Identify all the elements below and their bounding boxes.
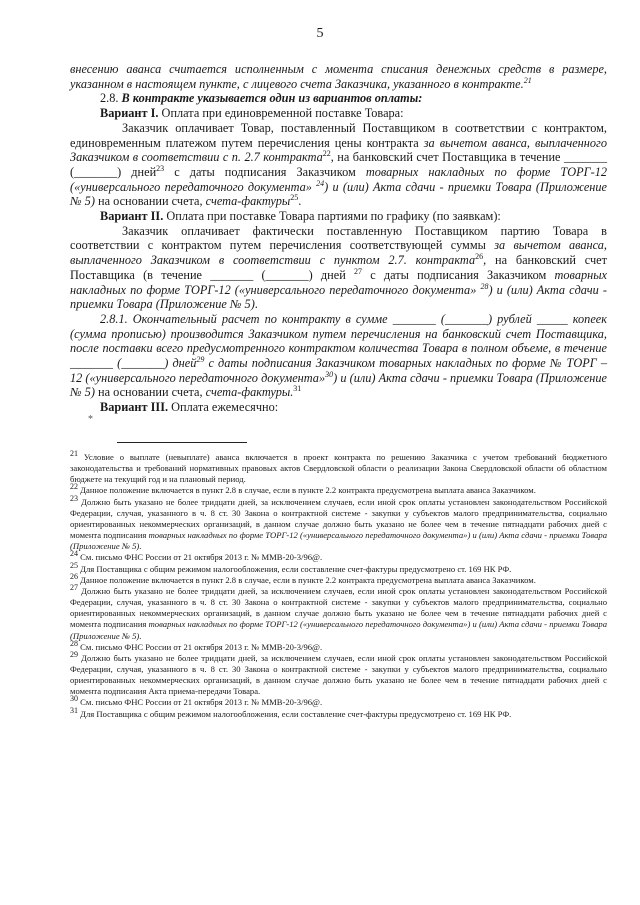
variant-3-heading: Вариант III. Оплата ежемесячно: <box>100 400 279 415</box>
footnotes <box>70 449 607 720</box>
footnote-ref[interactable]: 31 <box>293 384 302 394</box>
variant-1-paragraph: Заказчик оплачивает Товар, поставленный Поставщиком в соответствии с контрактом, единовременным платежом путем перечисления цены контракта за вычетом аванса, выплаченного Заказчиком в соответствии с п. 2.7 контракта$^{22}$, на банковский счет Поставщика в течение _______ (_______) дней$^{23}$ с даты подписания Заказчиком товарных накладных по форме ТОРГ-12 («универсального передаточного документа» $^{24}$) и (или) Акта сдачи - приемки Товара (Приложение № 5) на основании счета, счета-фактуры$^{25}$. <box>70 120 608 209</box>
footnote-21: $^{21}$ Условие о выплате (невыплате) аванса включается в проект контракта по решению Заказчика с учетом требований бюджетного законодательства и требований нормативных правовых актов Свердловской области о реализации Закона Свердловской области об областном бюджете на текущий год и на плановый период. <box>70 449 607 485</box>
footnote-30: $^{30}$ См. письмо ФНС России от 21 октября 2013 г. № ММВ-20-3/96@. <box>70 694 323 708</box>
footnote-22: $^{22}$ Данное положение включается в пункт 2.8 в случае, если в пункте 2.2 контракта предусмотрена выплата аванса Заказчиком. <box>70 482 536 496</box>
footnote-26: $^{26}$ Данное положение включается в пункт 2.8 в случае, если в пункте 2.2 контракта предусмотрена выплата аванса Заказчиком. <box>70 571 536 585</box>
clause-2-8-1: 2.8.1. Окончательный расчет по контракту в сумме _______ (_______) рублей _____ копеек (сумма прописью) производится Заказчиком путем перечисления на банковский счет Поставщика, после поставки всего предусмотренного контрактом количества Товара в полном объеме, в течение _______ (_______) дней$^{29}$ с даты подписания Заказчиком товарных накладных по форме № ТОРГ – 12 («универсального передаточного документа»$^{30}$) и (или) Акта сдачи - приемки Товара (Приложение № 5) на основании счета, счета-фактуры.$^{31}$ <box>70 311 607 400</box>
footnote-ref[interactable]: 29 <box>196 354 205 364</box>
footnote-ref[interactable]: 28 <box>480 281 489 291</box>
variant-2-heading: Вариант II. Оплата при поставке Товара партиями по графику (по заявкам): <box>100 209 501 224</box>
variant-2-paragraph: Заказчик оплачивает фактически поставленную Поставщиком партию Товара в соответствии с контрактом путем перечисления соответствующей суммы за вычетом аванса, выплаченного Заказчиком в соответствии с пунктом 2.7. контракта$^{26}$, на банковский счет Поставщика (в течение _______ (_______) дней $^{27}$ с даты подписания Заказчиком товарных накладных по форме ТОРГ-12 («универсального передаточного документа» $^{28}$) и (или) Акта сдачи - приемки Товара (Приложение № 5). <box>70 223 607 312</box>
footnote-ref[interactable]: 21 <box>523 75 532 85</box>
footnote-29: $^{29}$ Должно быть указано не более тридцати дней, за исключением случаев, если иной срок оплаты установлен законодательством Российской Федерации, случая, указанного в ч. 8 ст. 30 Закона о контрактной системе - закупки у субъектов малого предпринимательства, социально ориентированных некоммерческих организаций, в данном случае должно быть указано не более чем в течение пятнадцати рабочих дней с момента подписания Акта приема-передачи Товара. <box>70 649 607 697</box>
footnote-23: $^{23}$ Должно быть указано не более тридцати дней, за исключением случаев, если иной срок оплаты установлен законодательством Российской Федерации, случая, указанного в ч. 8 ст. 30 Закона о контрактной системе - закупки у субъектов малого предпринимательства, социально ориентированных некоммерческих организаций, в данном случае должно быть указано не более чем в течение пятнадцати рабочих дней с момента подписания товарных накладных по форме ТОРГ-12 («универсального передаточного документа») и (или) Акта сдачи - приемки Товара (Приложение № 5). <box>70 493 607 552</box>
footnote-25: $^{25}$ Для Поставщика с общим режимом налогообложения, если составление счет-фактуры предусмотрено ст. 169 НК РФ. <box>70 560 512 574</box>
footnote-28: $^{28}$ См. письмо ФНС России от 21 октября 2013 г. № ММВ-20-3/96@. <box>70 638 323 652</box>
page-number: 5 <box>316 26 324 41</box>
footnote-ref[interactable]: 27 <box>354 266 362 276</box>
footnote-ref[interactable]: 25 <box>290 193 299 203</box>
clause-2-8: 2.8. В контракте указывается один из вариантов оплаты: <box>100 91 423 106</box>
footnote-ref[interactable]: 23 <box>156 163 165 173</box>
footnote-27: $^{27}$ Должно быть указано не более тридцати дней, за исключением случаев, если иной срок оплаты установлен законодательством Российской Федерации, случая, указанного в ч. 8 ст. 30 Закона о контрактной системе - закупки у субъектов малого предпринимательства, социально ориентированных некоммерческих организаций, в данном случае должно быть указано не более чем в течение пятнадцати рабочих дней с момента подписания товарных накладных по форме ТОРГ-12 («универсального передаточного документа») и (или) Акта сдачи - приемки Товара (Приложение № 5). <box>70 583 607 641</box>
footnote-ref[interactable]: 26 <box>475 252 484 262</box>
footnote-ref[interactable]: 30 <box>325 369 334 379</box>
footnote-separator <box>117 442 247 443</box>
footnote-ref[interactable]: 24 <box>316 178 325 188</box>
variant-1-heading: Вариант I. Оплата при единовременной поставке Товара: <box>100 106 404 121</box>
intro-paragraph: внесению аванса считается исполненным с момента списания денежных средств в размере, указанном в настоящем пункте, с лицевого счета Заказчика, указанного в контракте.$^{21}$ <box>70 62 607 91</box>
main-text <box>70 62 607 415</box>
margin-mark: * <box>88 414 93 425</box>
footnote-24: $^{24}$ См. письмо ФНС России от 21 октября 2013 г. № ММВ-20-3/96@. <box>70 549 323 563</box>
footnote-ref[interactable]: 22 <box>322 149 331 159</box>
footnote-31: $^{31}$ Для Поставщика с общим режимом налогообложения, если составление счет-фактуры предусмотрено ст. 169 НК РФ. <box>70 705 512 719</box>
